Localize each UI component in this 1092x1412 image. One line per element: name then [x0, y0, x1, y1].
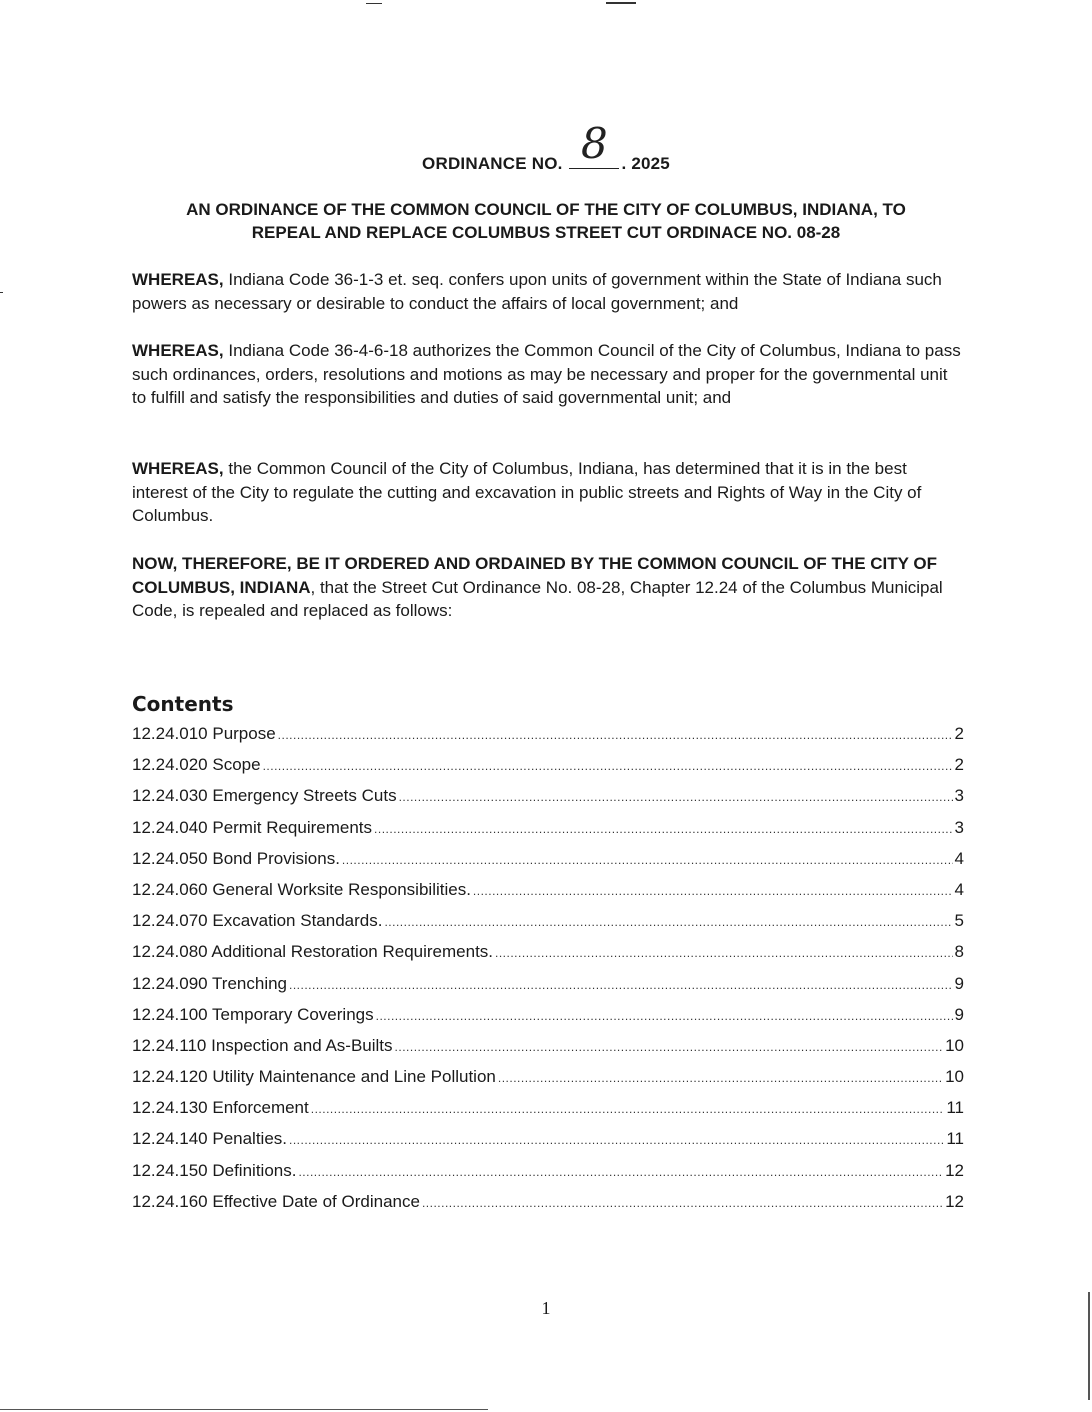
paragraph-text: the Common Council of the City of Columbus, Indiana, has determined that it is in the best interest of the City to regulate the cutting and excavation in public streets and Rights of Way in the City of Columbus. — [132, 459, 922, 525]
toc-dot-leader — [311, 1102, 945, 1116]
toc-entry-label: 12.24.140 Penalties. — [132, 1129, 288, 1149]
toc-entry[interactable] — [132, 880, 964, 911]
toc-entry[interactable] — [132, 1005, 964, 1036]
toc-entry-page: 10 — [945, 1067, 964, 1087]
toc-dot-leader — [495, 946, 953, 960]
toc-entry-label: 12.24.130 Enforcement — [132, 1098, 309, 1118]
toc-entry[interactable] — [132, 1129, 964, 1160]
toc-dot-leader — [384, 915, 952, 929]
toc-dot-leader — [473, 884, 953, 898]
toc-entry-page: 11 — [946, 1129, 964, 1149]
toc-entry[interactable] — [132, 1098, 964, 1129]
toc-entry[interactable] — [132, 818, 964, 849]
toc-dot-leader — [399, 790, 953, 804]
paragraph-text: Indiana Code 36-4-6-18 authorizes the Common Council of the City of Columbus, Indiana to pass such ordinances, orders, resolutions and motions as may be necessary and proper for the governmental unit to fulfill and satisfy the responsibilities and duties of said governmental unit; and — [132, 341, 961, 407]
toc-entry-page: 8 — [954, 942, 964, 962]
ordinance-number-field — [569, 119, 619, 169]
contents-heading: Contents — [132, 692, 234, 716]
toc-entry[interactable] — [132, 849, 964, 880]
ordained-paragraph — [132, 552, 964, 623]
toc-dot-leader — [395, 1040, 944, 1054]
toc-entry-label: 12.24.020 Scope — [132, 755, 261, 775]
ordinance-number-handwritten: 8 — [581, 119, 608, 168]
ordinance-title — [0, 119, 1092, 174]
toc-entry[interactable] — [132, 911, 964, 942]
whereas-paragraph-1 — [132, 268, 964, 315]
toc-entry-page: 9 — [954, 973, 964, 993]
toc-dot-leader — [278, 728, 953, 742]
ordinance-heading — [120, 198, 972, 244]
paragraph-text: , that the Street Cut Ordinance No. 08-28, Chapter 12.24 of the Columbus Municipal Code, is repealed and replaced as follows: — [132, 577, 943, 620]
toc-entry-label: 12.24.080 Additional Restoration Requirements. — [132, 942, 494, 962]
whereas-paragraph-2 — [132, 339, 964, 410]
scan-mark-top-left — [366, 3, 382, 4]
toc-entry-page: 4 — [954, 879, 964, 899]
toc-entry-page: 2 — [954, 755, 964, 775]
toc-dot-leader — [498, 1071, 943, 1085]
toc-dot-leader — [422, 1196, 943, 1210]
toc-entry-page: 2 — [954, 724, 964, 743]
toc-entry-page: 5 — [954, 911, 964, 931]
toc-dot-leader — [289, 1133, 944, 1147]
toc-entry[interactable] — [132, 755, 964, 786]
toc-entry-page: 4 — [954, 848, 964, 868]
toc-entry-label: 12.24.090 Trenching — [132, 973, 288, 993]
whereas-paragraph-3 — [132, 457, 964, 528]
toc-entry-page: 9 — [954, 1004, 964, 1024]
toc-entry[interactable] — [132, 1067, 964, 1098]
toc-entry-label: 12.24.150 Definitions. — [132, 1160, 297, 1180]
toc-entry[interactable] — [132, 942, 964, 973]
paragraph-lead: WHEREAS, — [132, 341, 224, 360]
paragraph-lead: WHEREAS, — [132, 270, 224, 289]
toc-entry-label: 12.24.060 General Worksite Responsibilities. — [132, 879, 471, 899]
toc-dot-leader — [263, 759, 953, 773]
heading-line-2: REPEAL AND REPLACE COLUMBUS STREET CUT ORDINACE NO. 08-28 — [251, 223, 841, 242]
toc-entry-label: 12.24.120 Utility Maintenance and Line Pollution — [132, 1067, 496, 1087]
toc-entry-label: 12.24.010 Purpose — [132, 724, 276, 743]
toc-entry[interactable] — [132, 1161, 964, 1192]
toc-entry-page: 10 — [945, 1035, 964, 1055]
paragraph-lead: WHEREAS, — [132, 459, 224, 478]
toc-entry-label: 12.24.070 Excavation Standards. — [132, 911, 383, 931]
paragraph-lead: NOW, THEREFORE, BE IT ORDERED AND ORDAINED BY THE COMMON COUNCIL OF THE CITY OF COLUMBUS, INDIANA — [132, 554, 938, 597]
heading-line-1: AN ORDINANCE OF THE COMMON COUNCIL OF THE CITY OF COLUMBUS, INDIANA, TO — [186, 200, 906, 219]
toc-entry-page: 11 — [946, 1098, 964, 1118]
table-of-contents — [132, 724, 964, 1223]
toc-dot-leader — [289, 978, 953, 992]
paragraph-text: Indiana Code 36-1-3 et. seq. confers upon units of government within the State of Indiana such powers as necessary or desirable to conduct the affairs of local government; and — [132, 270, 942, 313]
toc-entry-label: 12.24.110 Inspection and As-Builts — [132, 1035, 393, 1055]
toc-entry-label: 12.24.160 Effective Date of Ordinance — [132, 1191, 420, 1211]
toc-entry-label: 12.24.050 Bond Provisions. — [132, 848, 340, 868]
toc-entry-label: 12.24.040 Permit Requirements — [132, 817, 373, 837]
scan-mark-top-right — [606, 2, 636, 4]
toc-dot-leader — [374, 822, 953, 836]
toc-entry[interactable] — [132, 1036, 964, 1067]
ordinance-label: ORDINANCE NO. — [422, 154, 563, 173]
toc-entry-page: 12 — [945, 1191, 964, 1211]
toc-entry-label: 12.24.030 Emergency Streets Cuts — [132, 786, 397, 806]
scan-mark-left — [0, 292, 3, 293]
scan-mark-bottom — [0, 1409, 488, 1410]
toc-entry-label: 12.24.100 Temporary Coverings — [132, 1004, 374, 1024]
toc-entry[interactable] — [132, 786, 964, 817]
toc-entry[interactable] — [132, 974, 964, 1005]
toc-dot-leader — [298, 1165, 943, 1179]
toc-dot-leader — [376, 1009, 953, 1023]
page-number: 1 — [541, 1298, 551, 1318]
toc-entry-page: 12 — [945, 1160, 964, 1180]
toc-entry[interactable] — [132, 1192, 964, 1223]
toc-entry-page: 3 — [954, 786, 964, 806]
ordinance-year: . 2025 — [621, 154, 670, 173]
toc-entry[interactable] — [132, 724, 964, 755]
toc-entry-page: 3 — [954, 817, 964, 837]
toc-dot-leader — [342, 853, 953, 867]
